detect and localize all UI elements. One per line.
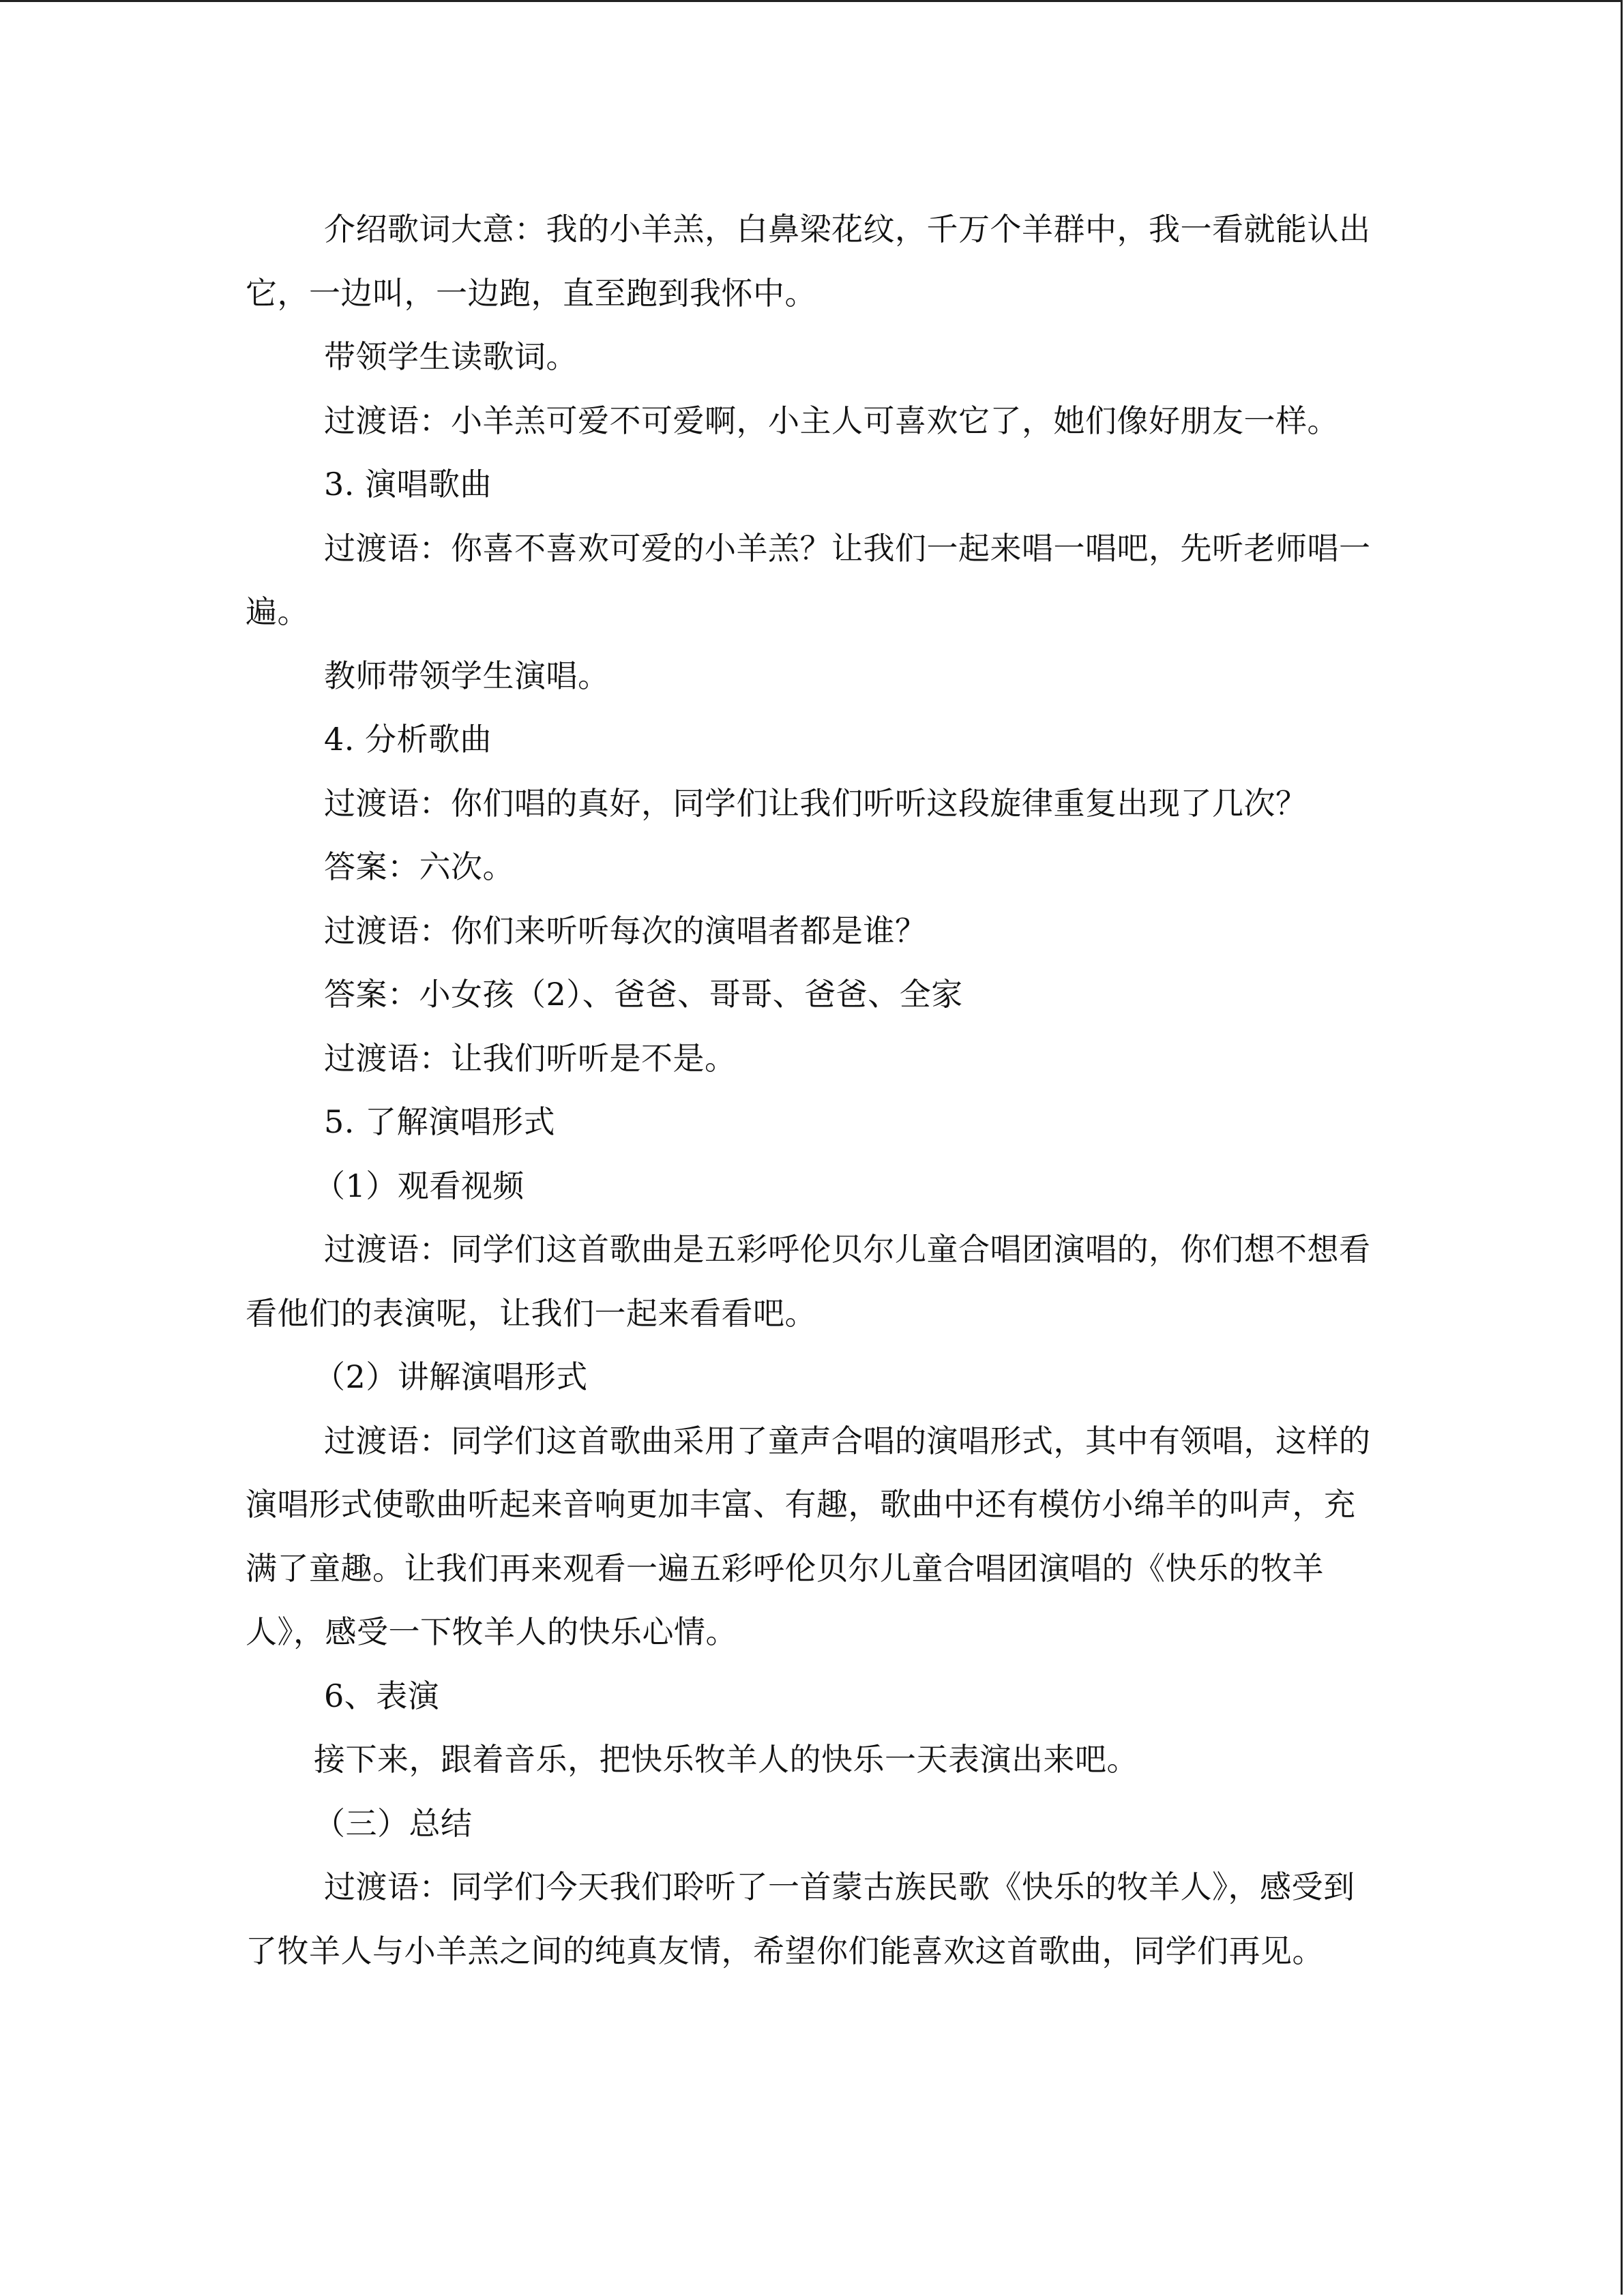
heading-singing-form: 5. 了解演唱形式 (324, 1103, 556, 1140)
paragraph-lyrics-meaning: 介绍歌词大意：我的小羊羔，白鼻梁花纹，千万个羊群中，我一看就能认出它，一边叫，一边跑，直至跑到我怀中。 (246, 211, 1371, 312)
paragraph-teacher-leads: 教师带领学生演唱。 (324, 657, 610, 694)
paragraph-answer-1: 答案：六次。 (324, 848, 514, 885)
paragraph-transition-3: 过渡语：你们唱的真好，同学们让我们听听这段旋律重复出现了几次？ (324, 784, 1308, 822)
heading-sing-song: 3. 演唱歌曲 (324, 466, 492, 503)
heading-analyze-song: 4. 分析歌曲 (324, 721, 492, 758)
paragraph-transition-5: 过渡语：让我们听听是不是。 (324, 1039, 737, 1077)
paragraph-closing: 过渡语：同学们今天我们聆听了一首蒙古族民歌《快乐的牧羊人》，感受到了牧羊人与小羊羔之间的纯真友情，希望你们能喜欢这首歌曲，同学们再见。 (246, 1868, 1355, 1969)
heading-summary: （三）总结 (314, 1804, 473, 1842)
document-body (246, 198, 1378, 1983)
paragraph-transition-2: 过渡语：你喜不喜欢可爱的小羊羔？让我们一起来唱一唱吧，先听老师唱一遍。 (246, 529, 1371, 630)
paragraph-read-lyrics: 带领学生读歌词。 (324, 338, 578, 375)
paragraph-answer-2: 答案：小女孩（2）、爸爸、哥哥、爸爸、全家 (324, 976, 963, 1013)
paragraph-transition-1: 过渡语：小羊羔可爱不可爱啊，小主人可喜欢它了，她们像好朋友一样。 (324, 402, 1339, 439)
subheading-watch-video: （1）观看视频 (314, 1167, 525, 1204)
paragraph-transition-4: 过渡语：你们来听听每次的演唱者都是谁？ (324, 912, 927, 949)
paragraph-perform: 接下来，跟着音乐，把快乐牧羊人的快乐一天表演出来吧。 (314, 1741, 1138, 1778)
paragraph-transition-6: 过渡语：同学们这首歌曲是五彩呼伦贝尔儿童合唱团演唱的，你们想不想看看他们的表演呢，让我们一起来看看吧。 (246, 1231, 1371, 1332)
subheading-explain-form: （2）讲解演唱形式 (314, 1358, 588, 1395)
paragraph-transition-7: 过渡语：同学们这首歌曲采用了童声合唱的演唱形式，其中有领唱，这样的演唱形式使歌曲听起来音响更加丰富、有趣，歌曲中还有模仿小绵羊的叫声，充满了童趣。让我们再来观看一遍五彩呼伦贝尔儿童合唱团演唱的《快乐的牧羊人》，感受一下牧羊人的快乐心情。 (246, 1422, 1371, 1650)
heading-performance: 6、表演 (324, 1677, 440, 1714)
